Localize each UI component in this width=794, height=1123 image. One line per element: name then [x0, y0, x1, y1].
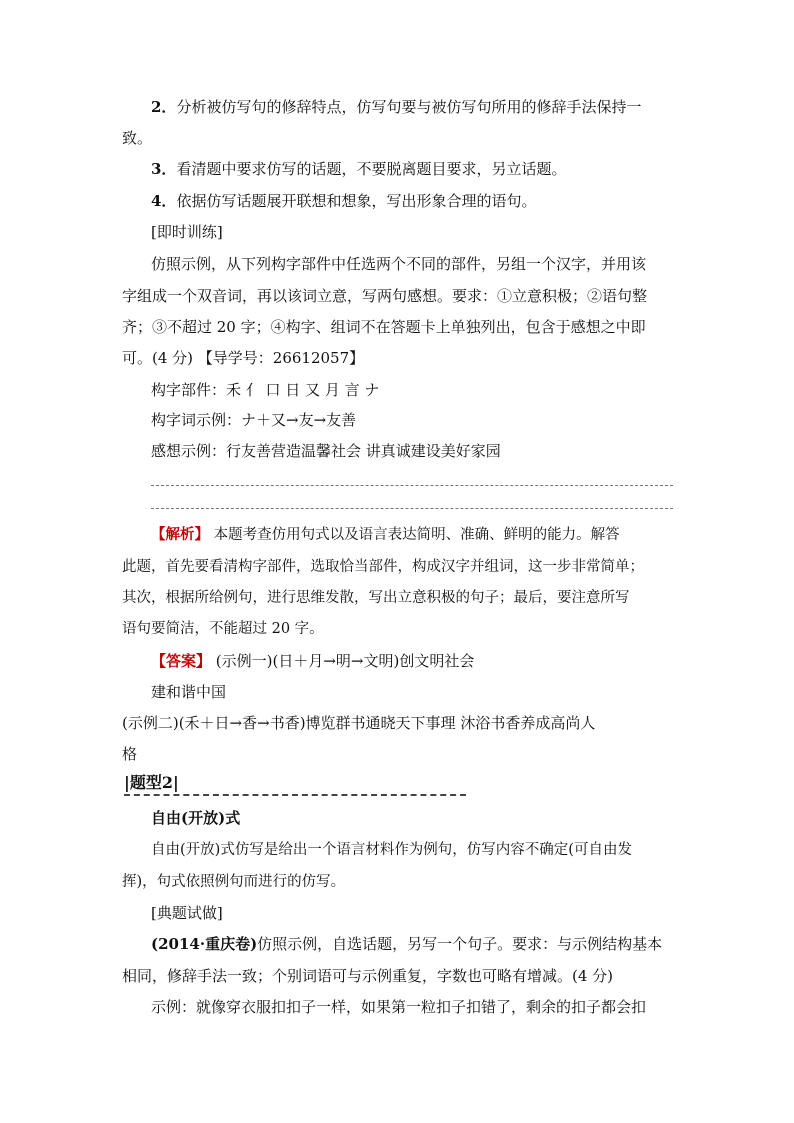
- analysis-line-4: 语句要简洁，不能超过 20 字。: [122, 621, 324, 637]
- rule-4: [151, 191, 536, 211]
- question-type-label: |题型2|: [124, 773, 179, 792]
- answer-line-2: [151, 508, 673, 509]
- training-question-line-1: 仿照示例，从下列构字部件中任选两个不同的部件，另组一个汉字，并用该: [151, 255, 647, 273]
- analysis-line-2: 此题，首先要看清构字部件，选取恰当部件，构成汉字并组词，这一步非常简单；: [122, 559, 644, 575]
- character-parts: 构字部件：禾 亻 口 日 又 月 言 ナ: [151, 381, 380, 399]
- rule-3-number: 3．: [151, 160, 177, 178]
- answer-label: 【答案】: [151, 652, 212, 670]
- question-type-desc-1: 自由(开放)式仿写是给出一个语言材料作为例句，仿写内容不确定(可自由发: [151, 842, 632, 858]
- rule-2-line-2: 致。: [122, 129, 153, 147]
- training-question-line-4: 可。(4 分) 【导学号：26612057】: [122, 349, 365, 367]
- rule-3-text: 看清题中要求仿写的话题，不要脱离题目要求，另立话题。: [176, 160, 567, 178]
- training-heading: [即时训练]: [151, 223, 223, 241]
- word-example: 构字词示例：ナ＋又→友→友善: [151, 411, 357, 429]
- question-type-underline: [124, 794, 466, 796]
- answer-line-1: [151, 485, 673, 486]
- question-type-desc-2: 挥)，句式依照例句而进行的仿写。: [122, 874, 346, 890]
- answer-text-1: (示例一)(日＋月→明→文明)创文明社会: [211, 652, 475, 670]
- training-question-line-3: 齐；③不超过 20 字；④构字、组词不在答题卡上单独列出，包含于感想之中即: [122, 318, 646, 336]
- exercise-text-1: 仿照示例，自选话题，另写一个句子。要求：与示例结构基本: [257, 935, 663, 953]
- rule-2-text: 分析被仿写句的修辞特点，仿写句要与被仿写句所用的修辞手法保持一: [176, 98, 642, 116]
- answer-line-text-2: 建和谐中国: [151, 683, 227, 701]
- rule-2-number: 2．: [151, 98, 177, 116]
- rule-3: [151, 159, 566, 179]
- answer-line-text-1: [151, 651, 474, 671]
- exercise-example-1: 示例：就像穿衣服扣扣子一样，如果第一粒扣子扣错了，剩余的扣子都会扣: [151, 998, 647, 1016]
- answer-line-text-3: (示例二)(禾＋日→香→书香)博览群书通晓天下事理 沐浴书香养成高尚人: [122, 714, 596, 732]
- exercise-line-1: [151, 934, 662, 954]
- feeling-example: 感想示例：行友善营造温馨社会 讲真诚建设美好家园: [151, 442, 501, 460]
- training-question-line-2: 字组成一个双音词，再以该词立意，写两句感想。要求：①立意积极；②语句整: [122, 287, 648, 305]
- exercise-line-2: 相同，修辞手法一致；个别词语可与示例重复，字数也可略有增减。(4 分): [122, 967, 614, 985]
- analysis-label: 【解析】: [151, 526, 209, 543]
- analysis-line-3: 其次，根据所给例句，进行思维发散，写出立意积极的句子；最后，要注意所写: [122, 590, 630, 606]
- exercise-source: (2014·重庆卷): [151, 935, 258, 953]
- rule-2-line-1: [151, 97, 641, 117]
- question-type-title: 自由(开放)式: [151, 809, 241, 827]
- exercise-heading: [典题试做]: [151, 904, 223, 922]
- rule-4-text: 依据仿写话题展开联想和想象，写出形象合理的语句。: [176, 192, 537, 210]
- analysis-text-1: 本题考查仿用句式以及语言表达简明、准确、鲜明的能力。解答: [209, 527, 620, 543]
- analysis-line-1: [151, 525, 620, 545]
- answer-line-text-4: 格: [122, 745, 138, 763]
- rule-4-number: 4．: [151, 192, 177, 210]
